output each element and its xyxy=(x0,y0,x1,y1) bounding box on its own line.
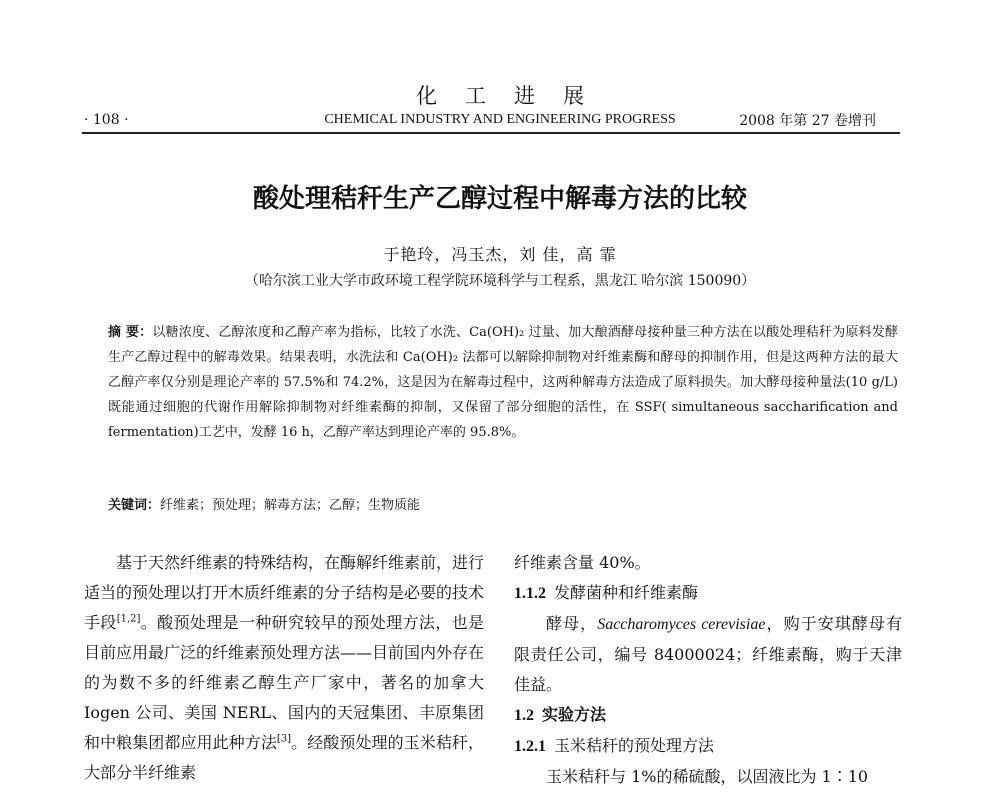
affiliation: （哈尔滨工业大学市政环境工程学院环境科学与工程系，黑龙江 哈尔滨 150090） xyxy=(244,273,756,289)
citation-ref: [1,2] xyxy=(116,613,141,625)
keywords-text: 纤维素；预处理；解毒方法；乙醇；生物质能 xyxy=(160,498,421,513)
body-column-left xyxy=(84,548,484,788)
keywords-label: 关键词： xyxy=(108,498,161,513)
intro-text-b: 。酸预处理是一种研究较早的预处理方法，也是目前应用最广泛的纤维素预处理方法——目前国内外存在的为数不多的纤维素乙醇生产厂家中，著名的加拿大 Iogen 公司、美国 NERL、国内的天冠集团、丰原集团和中粮集团都应用此种方法 xyxy=(84,613,485,752)
keywords xyxy=(108,494,420,513)
strain-text-a: 酵母， xyxy=(546,614,598,633)
section-number: 1.2 xyxy=(514,707,534,724)
citation-ref: [3] xyxy=(276,733,292,745)
issue-info: 2008 年第 27 卷增刊 xyxy=(739,113,876,129)
section-title: 发酵菌种和纤维素酶 xyxy=(554,583,699,602)
authors: 于艳玲，冯玉杰，刘 佳，高 霏 xyxy=(383,245,617,264)
section-title: 玉米秸秆的预处理方法 xyxy=(554,736,715,755)
abstract-label: 摘 要： xyxy=(108,325,153,340)
abstract-text: 以糖浓度、乙醇浓度和乙醇产率为指标，比较了水洗、Ca(OH)₂ 过量、加大酿酒酵母接种量三种方法在以酸处理秸秆为原料发酵生产乙醇过程中的解毒效果。结果表明，水洗法和 Ca(OH)₂ 法都可以解除抑制物对纤维素酶和酵母的抑制作用，但是这两种方法的最大乙醇产率仅分别是理论产率的 57.5%和 74.2%，这是因为在解毒过程中，这两种解毒方法造成了原料损失。加大酵母接种量法(10 g/L) 既能通过细胞的代谢作用解除抑制物对纤维素酶的抑制，又保留了部分细胞的活性，在 SSF( simultaneous saccharification and fermentation)工艺中，发酵 16 h，乙醇产率达到理论产率的 95.8%。 xyxy=(108,325,898,440)
intro-text-a: 基于天然纤维素的特殊结构，在酶解纤维素前，进行适当的预处理以打开木质纤维素的分子结构是必要的技术手段 xyxy=(84,553,485,632)
journal-name-en: CHEMICAL INDUSTRY AND ENGINEERING PROGRESS xyxy=(324,112,676,127)
strain-text-b: ，购于安琪酵母有限责任公司，编号 84000024；纤维素酶，购于天津佳益。 xyxy=(514,614,902,694)
page-number: · 108 · xyxy=(84,112,129,128)
abstract xyxy=(108,320,898,445)
body-line-continued: 纤维素含量 40%。 xyxy=(514,553,651,572)
section-title: 实验方法 xyxy=(542,705,607,724)
section-heading-1-2-1 xyxy=(514,731,902,762)
body-paragraph-intro xyxy=(84,548,484,788)
section-number: 1.2.1 xyxy=(514,738,546,755)
body-paragraph-strains xyxy=(514,609,902,700)
paper-title: 酸处理秸秆生产乙醇过程中解毒方法的比较 xyxy=(252,184,747,214)
body-paragraph-pretreatment: 玉米秸秆与 1%的稀硫酸，以固液比为 1∶10 xyxy=(546,767,869,786)
section-heading-1-1-2 xyxy=(514,578,902,609)
body-column-right xyxy=(514,548,902,792)
section-number: 1.1.2 xyxy=(514,585,546,602)
intro-text-c: 。经酸预处理的玉米秸秆，大部分半纤维素 xyxy=(84,733,484,782)
journal-name-cn: 化工进展 xyxy=(416,84,612,108)
species-name: Saccharomyces cerevisiae xyxy=(597,616,766,633)
section-heading-1-2 xyxy=(514,700,902,731)
header-rule xyxy=(82,132,900,134)
